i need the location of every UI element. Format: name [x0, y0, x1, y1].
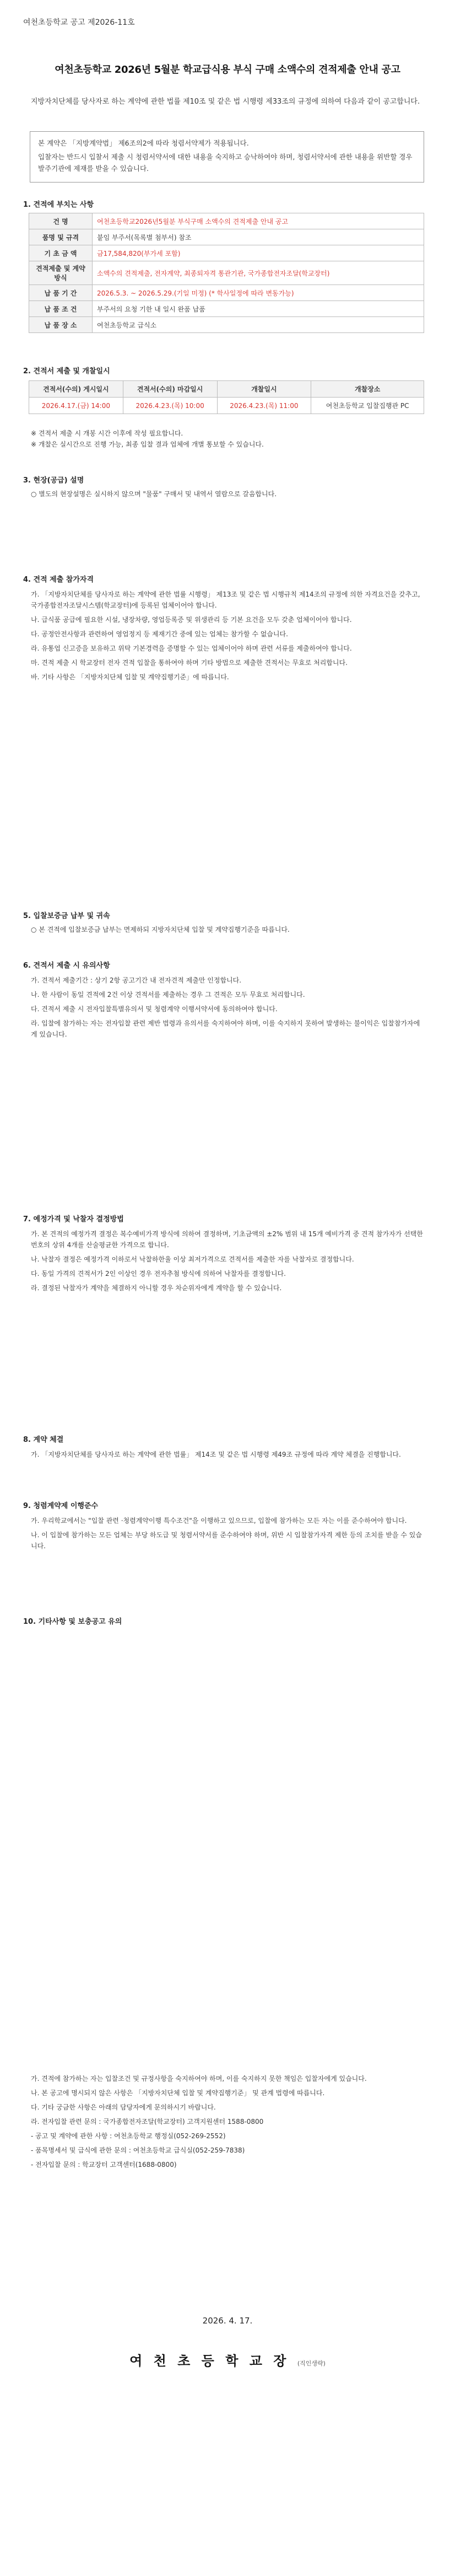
section-8-title: 8. 계약 체결 [23, 1436, 64, 1444]
list-item: 나. 한 사람이 동일 견적에 2건 이상 견적서를 제출하는 경우 그 견적은 모두 무효로 처리합니다. [31, 991, 305, 999]
list-item: 가. 「지방자치단체를 당사자로 하는 계약에 관한 법률」 제14조 및 같은 법 시행령 제49조 규정에 따라 계약 체결을 진행합니다. [31, 1451, 401, 1458]
note-line: ※ 견적서 제출 시 개봉 시간 이후에 작성 필요합니다. [31, 430, 183, 437]
seal-omitted-note: (직인생략) [297, 2360, 326, 2367]
list-item: 바. 기타 사항은 「지방자치단체 입찰 및 계약집행기준」에 따릅니다. [31, 673, 229, 681]
table-label: 견적제출 및 계약방식 [29, 261, 93, 285]
list-item: 가. 견적에 참가하는 자는 입찰조건 및 규정사항을 숙지하여야 하며, 이를 숙지하지 못한 책임은 입찰자에게 있습니다. [31, 2075, 367, 2083]
column-header: 개찰장소 [311, 381, 424, 398]
contact-line: - 공고 및 계약에 관한 사항 : 여천초등학교 행정실(052-269-2552) [31, 2132, 226, 2140]
column-header: 개찰일시 [217, 381, 311, 398]
table-value: 소액수의 견적제출, 전자계약, 최종퇴자격 통관기관, 국가종합전자조달(학교장터) [93, 261, 424, 285]
list-item: 라. 전자입찰 관련 문의 : 국가종합전자조달(학교장터) 고객지원센터 1588-0800 [31, 2118, 264, 2126]
list-item: 나. 이 입찰에 참가하는 모든 업체는 부당 하도급 및 청렴서약서를 준수하여야 하며, 위반 시 입찰참가자격 제한 등의 조치를 받을 수 있습니다. [31, 1531, 422, 1550]
section-5-text: ○ 본 견적에 입찰보증금 납부는 면제하되 지방자치단체 입찰 및 계약집행기준을 따릅니다. [31, 926, 290, 933]
bid-info-table [29, 213, 424, 333]
table-header-row [29, 381, 424, 398]
document-title: 여천초등학교 2026년 5월분 학교급식용 부식 구매 소액수의 견적제출 안내 공고 [55, 64, 400, 76]
column-header: 견적서(수의) 마감일시 [123, 381, 217, 398]
table-row [29, 261, 424, 285]
section-6-title: 6. 견적서 제출 시 유의사항 [23, 962, 110, 970]
section-2-title: 2. 견적서 제출 및 개찰일시 [23, 367, 110, 375]
table-row [29, 213, 424, 229]
list-item: 다. 공정안전사항과 관련하여 영업정지 등 제재기간 중에 있는 업체는 참가할 수 없습니다. [31, 630, 288, 638]
contact-line: - 품목명세서 및 급식에 관한 문의 : 여천초등학교 급식실(052-259-7838) [31, 2146, 245, 2154]
table-value: 2026.5.3. ~ 2026.5.29.(기일 미정) (* 학사일정에 따라 변동가능) [93, 285, 424, 301]
list-item: 가. 「지방자치단체를 당사자로 하는 계약에 관한 법률 시행령」 제13조 및 같은 법 시행규칙 제14조의 규정에 의한 자격요건을 갖추고, 국가종합전자조달시스템(학교장터)에 등록된 업체이어야 합니다. [31, 591, 420, 609]
section-8-body [31, 1449, 424, 1463]
list-item: 다. 견적서 제출 시 전자입찰특별유의서 및 청렴계약 이행서약서에 동의하여야 합니다. [31, 1005, 278, 1013]
table-label: 납 품 장 소 [29, 317, 93, 333]
schedule-table [29, 380, 424, 414]
table-value: 금17,584,820(부가세 포함) [93, 245, 424, 261]
section-9-title: 9. 청렴계약제 이행준수 [23, 1502, 99, 1510]
section-9-body [31, 1515, 424, 1555]
table-row [29, 317, 424, 333]
issue-date: 2026. 4. 17. [202, 2316, 253, 2326]
list-item: 가. 견적서 제출기간 : 상기 2항 공고기간 내 전자견적 제출만 인정합니다. [31, 976, 242, 984]
section-10-title: 10. 기타사항 및 보충공고 유의 [23, 1618, 122, 1626]
table-value: 붙임 부주서(목록별 첨부서) 참조 [93, 229, 424, 245]
table-label: 품명 및 규격 [29, 229, 93, 245]
list-item: 라. 입찰에 참가하는 자는 전자입찰 관련 제반 법령과 유의서를 숙지하여야 하며, 이를 숙지하지 못하여 발생하는 불이익은 입찰참가자에게 있습니다. [31, 1019, 420, 1038]
principal-title: 여 천 초 등 학 교 장 [129, 2353, 290, 2369]
table-value: 여천초등학교 급식소 [93, 317, 424, 333]
schedule-notes [31, 428, 424, 450]
integrity-notice-box [30, 131, 424, 183]
document-number: 여천초등학교 공고 제2026-11호 [23, 18, 135, 27]
table-row [29, 398, 424, 414]
list-item: 나. 급식품 공급에 필요한 시설, 냉장차량, 영업등록증 및 위생관리 등 기본 요건을 모두 갖춘 업체이어야 합니다. [31, 616, 352, 624]
table-row [29, 245, 424, 261]
section-7-body [31, 1228, 424, 1297]
table-row [29, 301, 424, 317]
list-item: 마. 견적 제출 시 학교장터 전자 견적 입찰을 통하여야 하며 기타 방법으로 제출한 견적서는 무효로 처리합니다. [31, 659, 348, 667]
list-item: 나. 본 공고에 명시되지 않은 사항은 「지방자치단체 입찰 및 계약집행기준」 및 관계 법령에 따릅니다. [31, 2089, 325, 2097]
list-item: 다. 동일 가격의 견적서가 2인 이상인 경우 전자추첨 방식에 의하여 낙찰자를 결정합니다. [31, 1270, 286, 1278]
table-label: 납 품 기 간 [29, 285, 93, 301]
list-item: 다. 기타 궁금한 사항은 아래의 담당자에게 문의하시기 바랍니다. [31, 2103, 216, 2111]
list-item: 가. 우리학교에서는 "입찰 관련 ·청렴계약이행 특수조건"을 이행하고 있으므로, 입찰에 참가하는 모든 자는 이를 준수하여야 합니다. [31, 1517, 407, 1525]
section-3-title: 3. 현장(공급) 설명 [23, 476, 84, 485]
notice-line: 본 계약은 「지방계약법」 제6조의2에 따라 청렴서약제가 적용됩니다. [38, 139, 249, 147]
column-header: 견적서(수의) 게시일시 [29, 381, 123, 398]
section-7-title: 7. 예정가격 및 낙찰자 결정방법 [23, 1215, 124, 1223]
table-cell: 2026.4.17.(금) 14:00 [29, 398, 123, 414]
table-cell: 2026.4.23.(목) 10:00 [123, 398, 217, 414]
notice-line: 입찰자는 반드시 입찰서 제출 시 청렴서약서에 대한 내용을 숙지하고 승낙하여야 하며, 청렴서약서에 관한 내용을 위반할 경우 발주기관에 제재를 받을 수 있습니다. [38, 153, 413, 173]
section-11-body [31, 2073, 424, 2174]
table-cell: 여천초등학교 입찰집행관 PC [311, 398, 424, 414]
intro-paragraph: 지방자치단체를 당사자로 하는 계약에 관한 법률 제10조 및 같은 법 시행령 제33조의 규정에 의하여 다음과 같이 공고합니다. [31, 98, 420, 106]
table-label: 납 품 조 건 [29, 301, 93, 317]
section-1-title: 1. 견적에 부치는 사항 [23, 201, 94, 209]
table-label: 건 명 [29, 213, 93, 229]
principal-signature [0, 2350, 455, 2369]
section-4-title: 4. 견적 제출 참가자격 [23, 576, 94, 584]
table-value: 부주서의 요청 기한 내 일시 완품 납품 [93, 301, 424, 317]
section-3-text: ○ 별도의 현장설명은 실시하지 않으며 "물품" 구매서 및 내역서 열람으로 갈음합니다. [31, 490, 277, 498]
section-5-title: 5. 입찰보증금 납부 및 귀속 [23, 912, 110, 920]
table-value: 여천초등학교2026년5월분 부식구매 소액수의 견적제출 안내 공고 [93, 213, 424, 229]
list-item: 나. 낙찰자 결정은 예정가격 이하로서 낙찰하한율 이상 최저가격으로 견적서를 제출한 자를 낙찰자로 결정합니다. [31, 1255, 354, 1263]
table-cell: 2026.4.23.(목) 11:00 [217, 398, 311, 414]
section-4-body [31, 589, 424, 686]
list-item: 라. 결정된 낙찰자가 계약을 체결하지 아니할 경우 차순위자에게 계약을 할 수 있습니다. [31, 1284, 282, 1292]
list-item: 가. 본 견적의 예정가격 결정은 복수예비가격 방식에 의하여 결정하며, 기초금액의 ±2% 범위 내 15개 예비가격 중 견적 참가자가 선택한 번호의 상위 4개를 산술평균한 가격으로 합니다. [31, 1230, 423, 1249]
table-row [29, 285, 424, 301]
table-label: 기 초 금 액 [29, 245, 93, 261]
table-row [29, 229, 424, 245]
contact-line: - 전자입찰 문의 : 학교장터 고객센터(1688-0800) [31, 2161, 177, 2169]
list-item: 라. 유통업 신고증을 보유하고 위탁 기본경력을 증명할 수 있는 업체이어야 하며 관련 서류를 제출하여야 합니다. [31, 645, 352, 652]
note-line: ※ 개찰은 실시간으로 진행 가능, 최종 입찰 결과 업체에 개별 통보할 수 있습니다. [31, 441, 264, 448]
section-6-body [31, 975, 424, 1043]
